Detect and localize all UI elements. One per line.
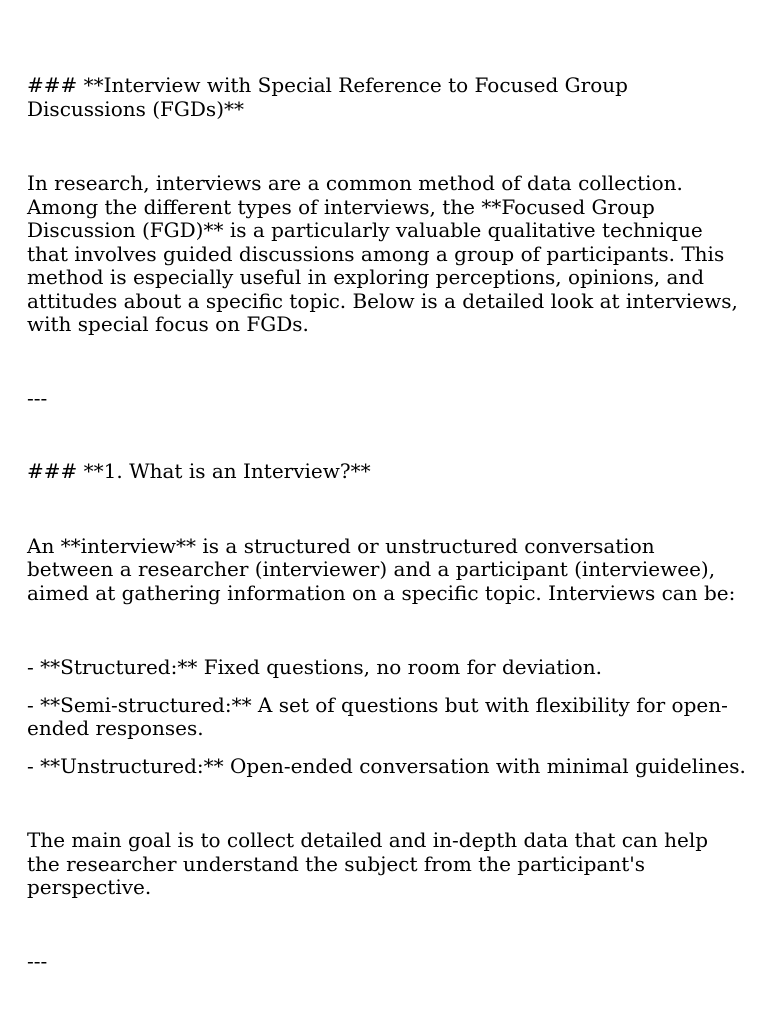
section-heading: ### **1. What is an Interview?** [27,459,371,483]
document-title: ### **Interview with Special Reference to Focused Group Discussions (FGDs)** [27,73,628,121]
list-item: - **Semi-structured:** A set of questions but with flexibility for open-ended responses. [27,692,728,740]
goal-paragraph: The main goal is to collect detailed and in-depth data that can help the researcher understand the subject from the participant's perspective. [27,828,709,899]
list-item: - **Unstructured:** Open-ended conversation with minimal guidelines. [27,753,746,778]
section-paragraph: An **interview** is a structured or unstructured conversation between a researcher (interviewer) and a participant (interviewee), aimed at gathering information on a specific topic. Interviews can be: [27,533,736,605]
list-item: - **Structured:** Fixed questions, no room for deviation. [27,655,602,679]
separator: --- [27,385,48,410]
document-page [27,74,747,973]
interview-types-list [27,656,747,778]
separator: --- [27,948,48,973]
intro-paragraph: In research, interviews are a common method of data collection. Among the different types of interviews, the **Focused Group Discussion (FGD)** is a particularly valuable qualitative technique that involves guided discussions among a group of participants. This method is especially useful in exploring perceptions, opinions, and attitudes about a specific topic. Below is a detailed look at interviews, with special focus on FGDs. [27,171,738,336]
